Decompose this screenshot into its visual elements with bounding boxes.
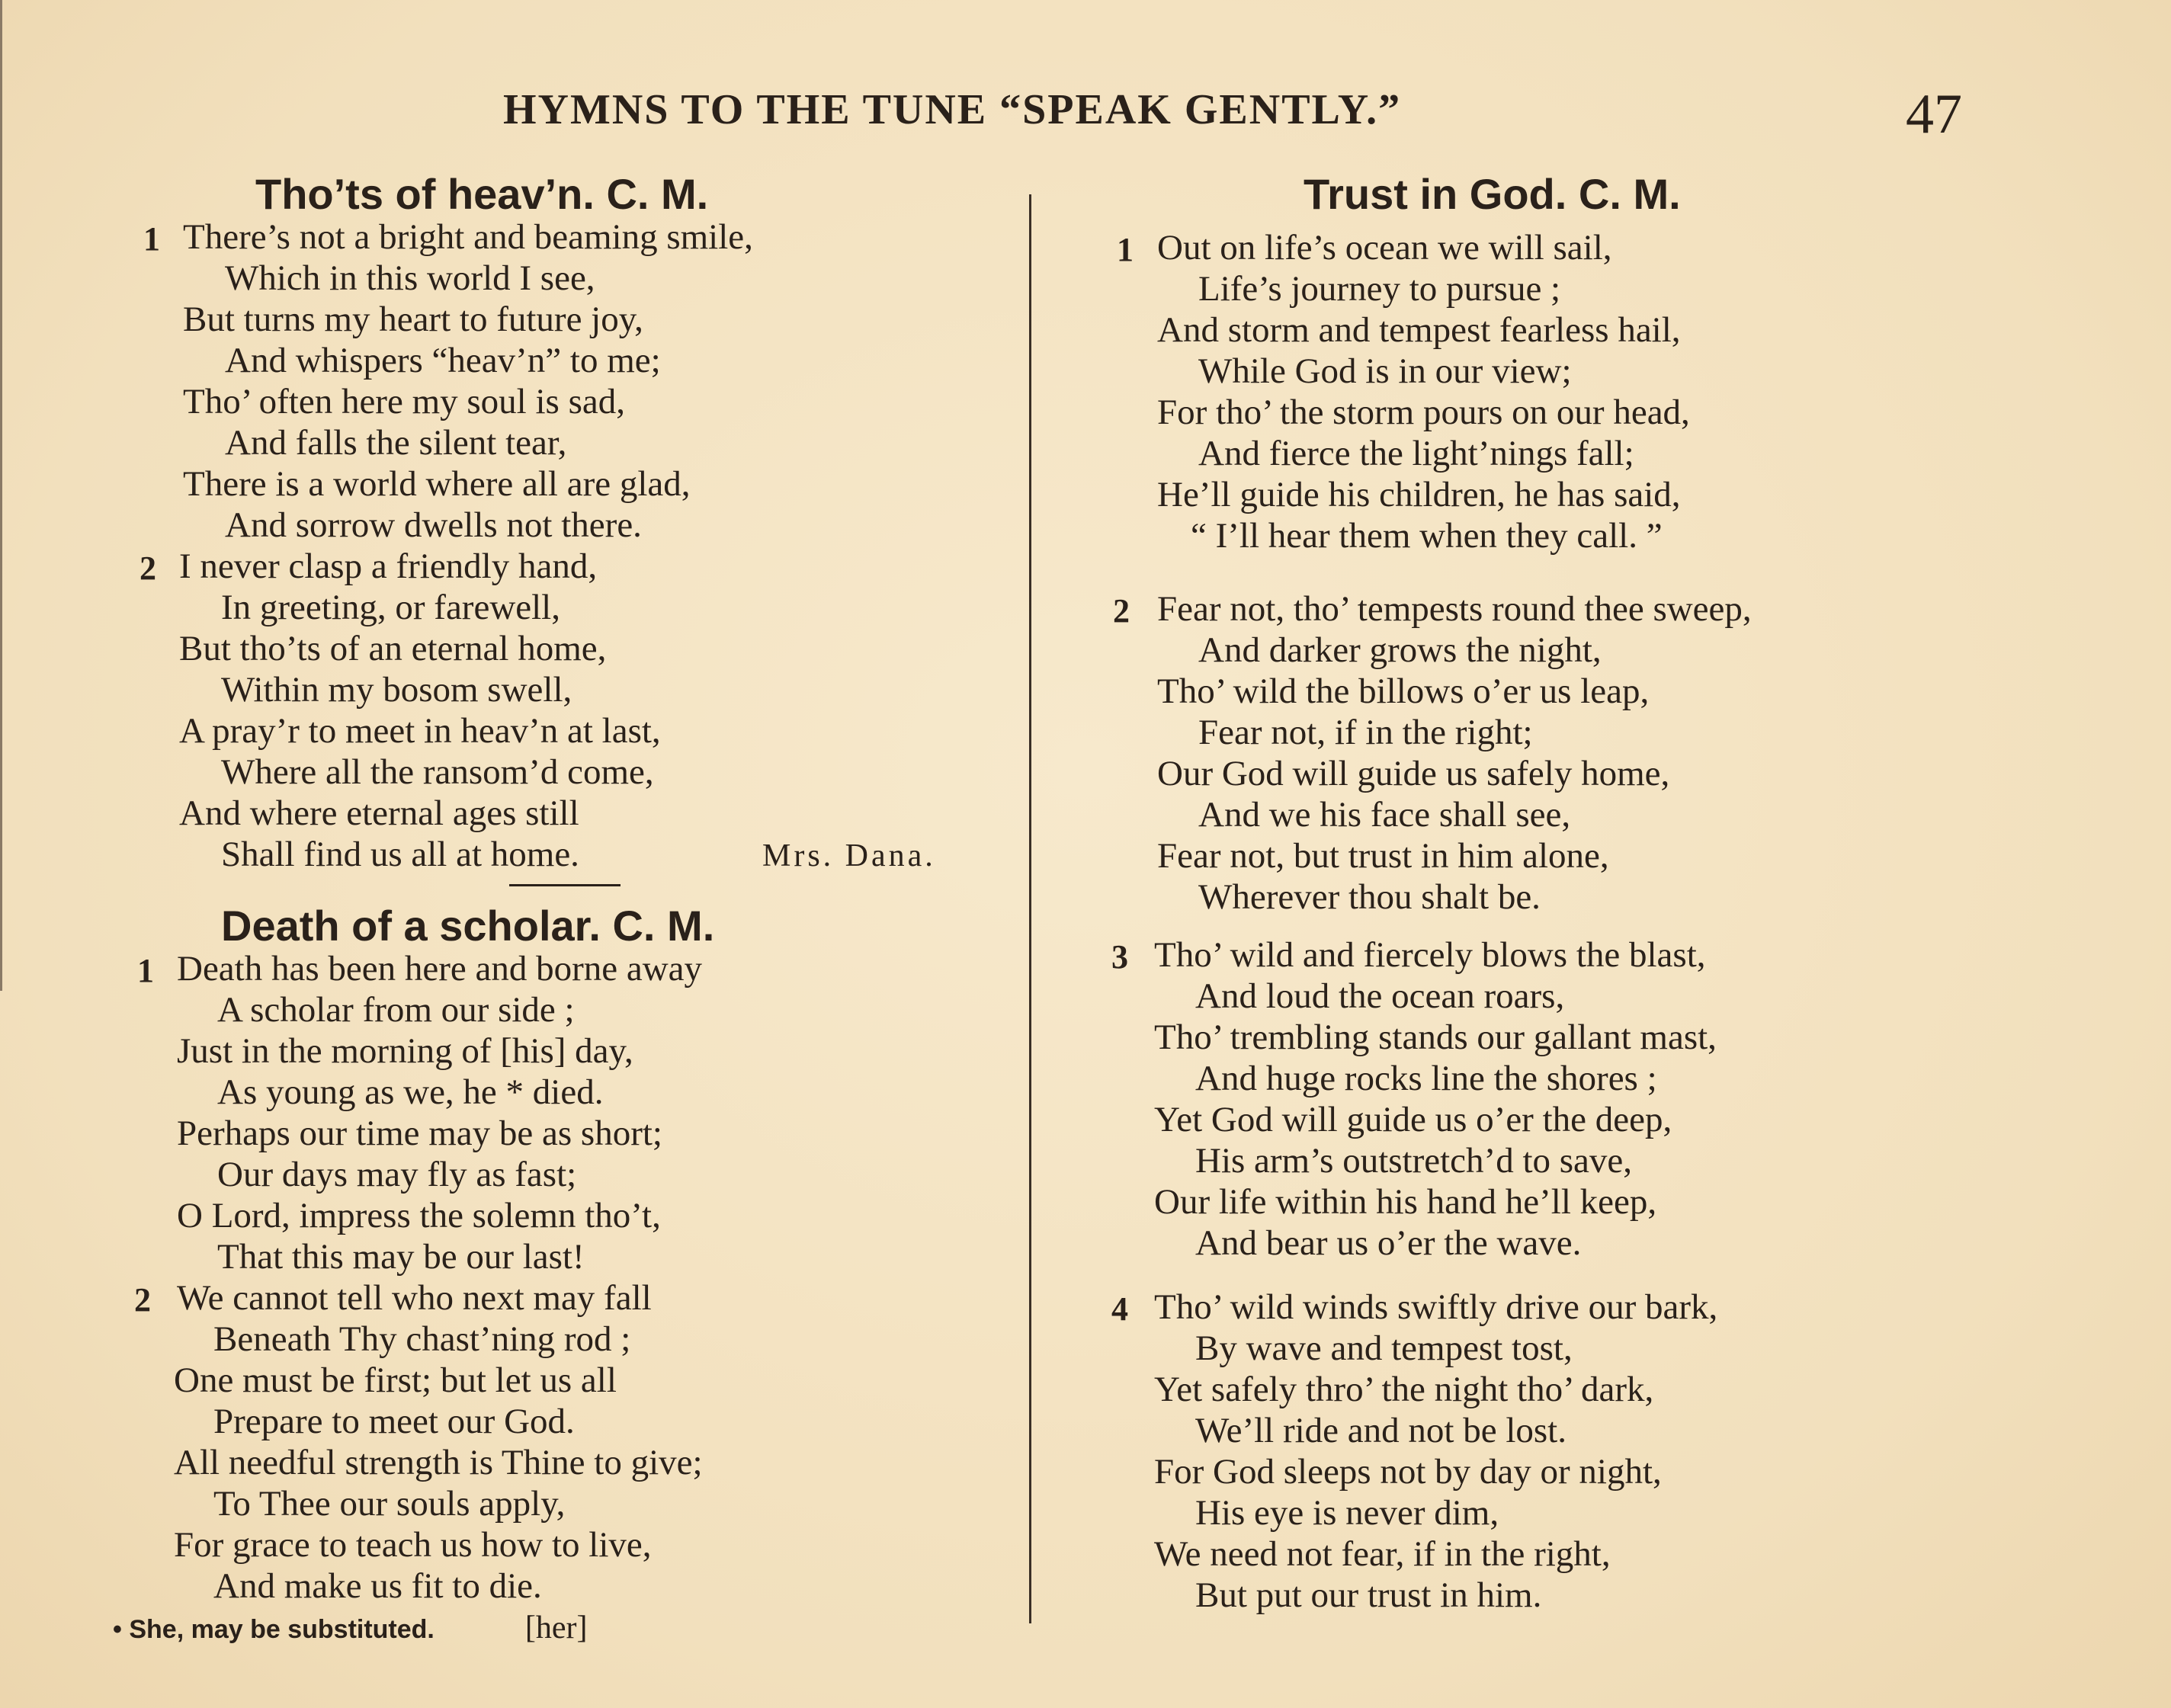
verse-line: Prepare to meet our God. [213, 1402, 575, 1441]
hymn-title-thots-of-heaven: Tho’ts of heav’n. C. M. [255, 170, 709, 218]
section-rule [509, 884, 621, 886]
verse-line: We cannot tell who next may fall [177, 1278, 652, 1318]
hymn-title-trust-in-god: Trust in God. C. M. [1304, 170, 1681, 218]
verse-number: 4 [1111, 1290, 1128, 1328]
verse-line: There’s not a bright and beaming smile, [183, 217, 753, 257]
verse-line: Beneath Thy chast’ning rod ; [213, 1319, 631, 1359]
footnote-bracket: [her] [524, 1610, 588, 1646]
verse-line: And sorrow dwells not there. [225, 505, 642, 545]
verse-line: But put our trust in him. [1195, 1575, 1542, 1615]
footnote [113, 1610, 588, 1646]
verse-line: Tho’ wild the billows o’er us leap, [1157, 671, 1650, 711]
verse-line: Tho’ wild winds swiftly drive our bark, [1154, 1287, 1718, 1327]
verse-line: Fear not, tho’ tempests round thee sweep, [1157, 589, 1752, 629]
verse-line: But tho’ts of an eternal home, [179, 629, 607, 668]
verse-number: 1 [1117, 231, 1134, 268]
verse-line: Tho’ trembling stands our gallant mast, [1154, 1017, 1717, 1057]
verse-line: Fear not, but trust in him alone, [1157, 836, 1609, 876]
verse-number: 2 [1113, 592, 1130, 630]
verse-line: For God sleeps not by day or night, [1154, 1452, 1662, 1492]
verse-line: We’ll ride and not be lost. [1195, 1411, 1567, 1450]
verse-number: 2 [139, 550, 156, 587]
verse-line: Our God will guide us safely home, [1157, 754, 1670, 793]
verse-line: I never clasp a friendly hand, [179, 546, 598, 586]
verse-line: For grace to teach us how to live, [174, 1525, 652, 1565]
page-number: 47 [1906, 83, 1962, 146]
hymn-title-death-of-a-scholar: Death of a scholar. C. M. [221, 902, 715, 950]
verse-line: But turns my heart to future joy, [183, 300, 643, 339]
verse-line: As young as we, he * died. [217, 1072, 604, 1112]
verse-line: O Lord, impress the solemn tho’t, [177, 1196, 661, 1235]
verse-line: “ I’ll hear them when they call. ” [1191, 516, 1663, 556]
verse-line: A scholar from our side ; [217, 990, 575, 1030]
verse-line: Which in this world I see, [225, 258, 595, 298]
verse-line: By wave and tempest tost, [1195, 1328, 1573, 1368]
verse-line: We need not fear, if in the right, [1154, 1534, 1611, 1574]
verse-line: Yet safely thro’ the night tho’ dark, [1154, 1370, 1654, 1409]
verse-line: His eye is never dim, [1195, 1493, 1499, 1533]
verse-line: Life’s journey to pursue ; [1198, 269, 1561, 309]
verse-line: And bear us o’er the wave. [1195, 1223, 1582, 1263]
verse-line: And storm and tempest fearless hail, [1157, 310, 1681, 350]
column-divider [1029, 194, 1031, 1623]
verse-line: And darker grows the night, [1198, 630, 1602, 670]
verse-line: And falls the silent tear, [225, 423, 567, 463]
verse-line: Yet God will guide us o’er the deep, [1154, 1100, 1672, 1139]
verse-line: He’ll guide his children, he has said, [1157, 475, 1681, 514]
verse-line: That this may be our last! [217, 1237, 585, 1277]
verse-line: Perhaps our time may be as short; [177, 1114, 662, 1153]
verse-line: And fierce the light’nings fall; [1198, 434, 1634, 473]
verse-line: And whispers “heav’n” to me; [225, 341, 661, 380]
verse-line: Tho’ often here my soul is sad, [183, 382, 625, 421]
verse-number: 1 [137, 952, 154, 989]
verse-line: And where eternal ages still [179, 793, 579, 833]
verse-line: His arm’s outstretch’d to save, [1195, 1141, 1633, 1181]
footnote-text: • She, may be substituted. [113, 1615, 435, 1644]
running-head: HYMNS TO THE TUNE “SPEAK GENTLY.” [503, 86, 1402, 133]
verse-line: And make us fit to die. [213, 1566, 542, 1606]
verse-line: Our days may fly as fast; [217, 1155, 577, 1194]
verse-line: And huge rocks line the shores ; [1195, 1059, 1657, 1098]
verse-line: Where all the ransom’d come, [221, 752, 654, 792]
page-edge [0, 0, 2, 991]
verse-line: Death has been here and borne away [177, 949, 703, 989]
hymn-author: Mrs. Dana. [762, 838, 936, 873]
verse-line: And we his face shall see, [1198, 795, 1571, 835]
verse-line: While God is in our view; [1198, 351, 1572, 391]
verse-line: All needful strength is Thine to give; [174, 1443, 703, 1482]
verse-number: 1 [143, 220, 160, 258]
verse-line: For tho’ the storm pours on our head, [1157, 393, 1690, 432]
verse-line: There is a world where all are glad, [183, 464, 691, 504]
verse-line: To Thee our souls apply, [213, 1484, 566, 1524]
verse-line: Fear not, if in the right; [1198, 713, 1533, 752]
verse-number: 3 [1111, 938, 1128, 976]
verse-line: One must be first; but let us all [174, 1360, 617, 1400]
verse-number: 2 [134, 1281, 151, 1319]
verse-line: Just in the morning of [his] day, [177, 1031, 633, 1071]
verse-line: And loud the ocean roars, [1195, 976, 1565, 1016]
verse-line: Shall find us all at home. [221, 835, 579, 874]
verse-line: A pray’r to meet in heav’n at last, [179, 711, 661, 751]
verse-line: Wherever thou shalt be. [1198, 877, 1541, 917]
verse-line: In greeting, or farewell, [221, 588, 560, 627]
verse-line: Tho’ wild and fiercely blows the blast, [1154, 935, 1706, 975]
verse-line: Within my bosom swell, [221, 670, 572, 710]
verse-line: Out on life’s ocean we will sail, [1157, 228, 1612, 268]
verse-line: Our life within his hand he’ll keep, [1154, 1182, 1657, 1222]
